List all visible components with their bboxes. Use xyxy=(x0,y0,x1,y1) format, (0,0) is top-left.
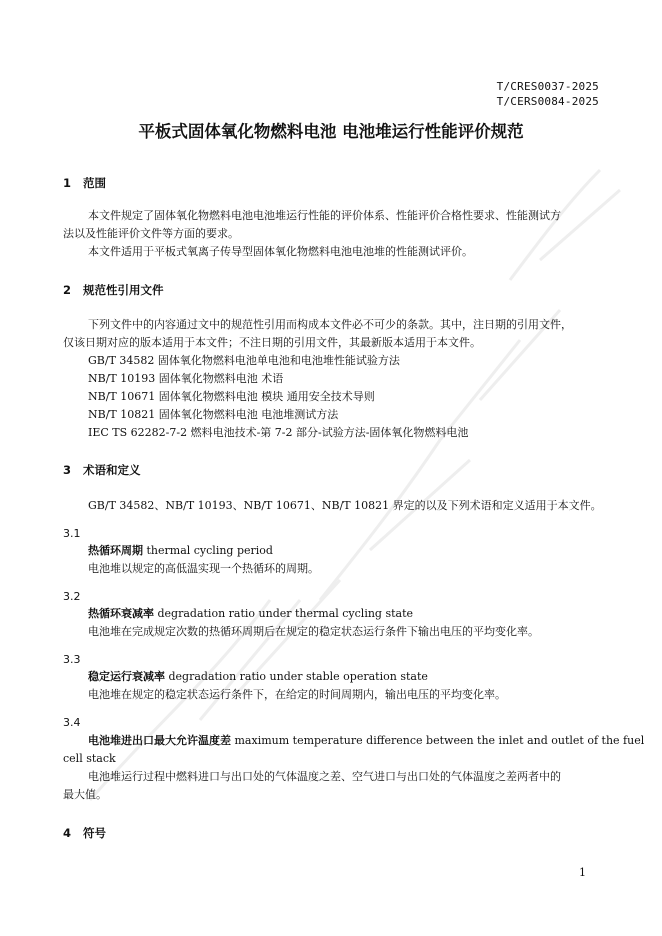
term-chinese: 电池堆进出口最大允许温度差 xyxy=(88,734,231,747)
term-english: degradation ratio under thermal cycling state xyxy=(154,607,414,620)
reference-item: NB/T 10821 固体氧化物燃料电池 电池堆测试方法 xyxy=(88,408,339,421)
page-number: 1 xyxy=(579,866,586,879)
section-4-heading xyxy=(63,825,106,841)
term-definition: 电池堆在完成规定次数的热循环周期后在规定的稳定状态运行条件下输出电压的平均变化率。 xyxy=(88,625,539,638)
term-chinese: 稳定运行衰减率 xyxy=(88,670,165,683)
reference-item: IEC TS 62282-7-2 燃料电池技术-第 7-2 部分-试验方法-固体氧化物燃料电池 xyxy=(88,426,469,439)
paragraph-line: 本文件规定了固体氧化物燃料电池电池堆运行性能的评价体系、性能评价合格性要求、性能测试方 xyxy=(88,209,561,222)
section-2-heading xyxy=(63,282,164,298)
reference-item: NB/T 10193 固体氧化物燃料电池 术语 xyxy=(88,372,284,385)
term-heading xyxy=(88,732,645,750)
document-title: 平板式固体氧化物燃料电池 电池堆运行性能评价规范 xyxy=(138,122,524,141)
term-definition: 电池堆以规定的高低温实现一个热循环的周期。 xyxy=(88,562,319,575)
paragraph-line: 本文件适用于平板式氧离子传导型固体氧化物燃料电池电池堆的性能测试评价。 xyxy=(88,245,473,258)
section-number: 3 xyxy=(63,463,72,477)
section-title: 术语和定义 xyxy=(83,463,141,477)
term-english: thermal cycling period xyxy=(143,544,273,557)
section-title: 符号 xyxy=(83,826,106,840)
reference-item: GB/T 34582 固体氧化物燃料电池单电池和电池堆性能试验方法 xyxy=(88,354,400,367)
section-number: 2 xyxy=(63,283,72,297)
term-number: 3.2 xyxy=(63,590,81,603)
term-chinese: 热循环周期 xyxy=(88,544,143,557)
term-definition: 电池堆在规定的稳定状态运行条件下，在给定的时间周期内，输出电压的平均变化率。 xyxy=(88,688,506,701)
section-number: 4 xyxy=(63,826,72,840)
section-1-heading xyxy=(63,175,106,191)
paragraph-line: 下列文件中的内容通过文中的规范性引用而构成本文件必不可少的条款。其中，注日期的引用文件， xyxy=(88,318,572,331)
paragraph-line: GB/T 34582、NB/T 10193、NB/T 10671、NB/T 10821 界定的以及下列术语和定义适用于本文件。 xyxy=(88,499,602,512)
paragraph-line: 法以及性能评价文件等方面的要求。 xyxy=(63,227,239,240)
standard-code-2: T/CERS0084-2025 xyxy=(496,95,599,108)
standard-code-1: T/CRES0037-2025 xyxy=(496,80,599,93)
section-title: 规范性引用文件 xyxy=(83,283,164,297)
section-3-heading xyxy=(63,462,141,478)
reference-item: NB/T 10671 固体氧化物燃料电池 模块 通用安全技术导则 xyxy=(88,390,375,403)
term-english: degradation ratio under stable operation state xyxy=(165,670,428,683)
term-heading xyxy=(88,542,608,560)
term-heading xyxy=(88,605,608,623)
term-chinese: 热循环衰减率 xyxy=(88,607,154,620)
term-number: 3.1 xyxy=(63,527,81,540)
section-number: 1 xyxy=(63,176,72,190)
term-english: maximum temperature difference between the inlet and outlet of the fuel xyxy=(231,734,645,747)
paragraph-line: 仅该日期对应的版本适用于本文件；不注日期的引用文件，其最新版本适用于本文件。 xyxy=(63,336,481,349)
term-definition: 最大值。 xyxy=(63,788,107,801)
term-number: 3.3 xyxy=(63,653,81,666)
section-title: 范围 xyxy=(83,176,106,190)
term-definition: 电池堆运行过程中燃料进口与出口处的气体温度之差、空气进口与出口处的气体温度之差两者中的 xyxy=(88,770,561,783)
term-heading xyxy=(88,668,608,686)
term-english-continued: cell stack xyxy=(63,752,116,765)
term-number: 3.4 xyxy=(63,716,81,729)
